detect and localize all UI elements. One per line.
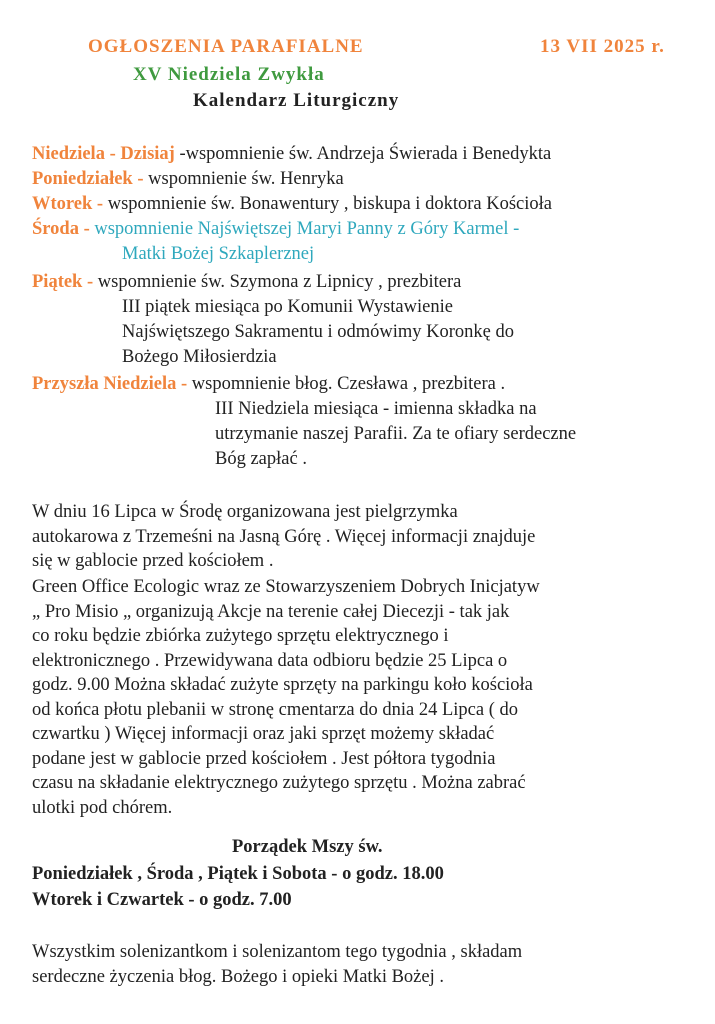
day-label: Poniedziałek -	[32, 169, 144, 189]
day-text-continued: Bożego Miłosierdzia	[122, 347, 277, 367]
date: 13 VII 2025 r.	[540, 36, 665, 57]
day-text-continued: utrzymanie naszej Parafii. Za te ofiary serdeczne	[215, 424, 577, 444]
day-label: Piątek -	[32, 272, 94, 292]
calendar-row-piatek	[32, 270, 461, 294]
pilgrimage-announcement	[32, 500, 692, 574]
text-line: W dniu 16 Lipca w Środę organizowana jest pielgrzymka	[32, 502, 458, 522]
mass-schedule-line: Poniedziałek , Środa , Piątek i Sobota - o godz. 18.00	[32, 864, 444, 884]
day-text-continued: III Niedziela miesiąca - imienna składka na	[215, 399, 537, 419]
day-text: wspomnienie św. Szymona z Lipnicy , prezbitera	[97, 272, 462, 292]
calendar-row-przyszla	[32, 372, 505, 396]
mass-schedule-title: Porządek Mszy św.	[232, 837, 383, 857]
day-text: wspomnienie św. Bonawentury , biskupa i doktora Kościoła	[107, 194, 552, 214]
ecologic-announcement	[32, 575, 692, 820]
wishes-paragraph	[32, 940, 692, 989]
day-text: wspomnienie błog. Czesława , prezbitera .	[191, 374, 506, 394]
mass-schedule-line: Wtorek i Czwartek - o godz. 7.00	[32, 890, 292, 910]
page-title: OGŁOSZENIA PARAFIALNE	[88, 36, 364, 57]
text-line: elektronicznego . Przewidywana data odbioru będzie 25 Lipca o	[32, 650, 508, 671]
day-text: -wspomnienie św. Andrzeja Świerada i Benedykta	[179, 144, 552, 164]
text-line: Wszystkim solenizantkom i solenizantom tego tygodnia , składam	[32, 942, 523, 962]
text-line: Green Office Ecologic wraz ze Stowarzyszeniem Dobrych Inicjatyw	[32, 577, 540, 597]
text-line: „ Pro Misio „ organizują Akcje na terenie całej Diecezji - tak jak	[32, 601, 510, 622]
text-line: ulotki pod chórem.	[32, 797, 173, 818]
text-line: autokarowa z Trzemeśni na Jasną Górę . Więcej informacji znajduje	[32, 526, 536, 547]
day-text-continued: Bóg zapłać .	[215, 449, 307, 469]
day-text: wspomnienie Najświętszej Maryi Panny z Góry Karmel -	[94, 219, 520, 239]
text-line: czasu na składanie elektrycznego zużytego sprzętu . Można zabrać	[32, 773, 526, 793]
calendar-row-sroda	[32, 217, 519, 241]
text-line: od końca płotu plebanii w stronę cmentarza do dnia 24 Lipca ( do	[32, 699, 518, 720]
calendar-row-wtorek	[32, 192, 552, 216]
text-line: serdeczne życzenia błog. Bożego i opieki Matki Bożej .	[32, 966, 444, 987]
day-label: Przyszła Niedziela -	[32, 374, 188, 394]
day-text-continued: Matki Bożej Szkaplerznej	[122, 244, 315, 264]
day-label: Środa -	[32, 219, 90, 239]
calendar-heading: Kalendarz Liturgiczny	[193, 90, 400, 111]
text-line: się w gablocie przed kościołem .	[32, 551, 274, 571]
day-label: Wtorek -	[32, 194, 104, 214]
text-line: co roku będzie zbiórka zużytego sprzętu elektrycznego i	[32, 626, 449, 646]
day-label: Niedziela - Dzisiaj	[32, 144, 175, 164]
text-line: godz. 9.00 Można składać zużyte sprzęty na parkingu koło kościoła	[32, 675, 533, 695]
sunday-name: XV Niedziela Zwykła	[133, 64, 325, 85]
calendar-row-poniedzialek	[32, 167, 344, 191]
day-text-continued: III piątek miesiąca po Komunii Wystawienie	[122, 297, 453, 317]
text-line: czwartku ) Więcej informacji oraz jaki sprzęt możemy składać	[32, 724, 495, 744]
day-text: wspomnienie św. Henryka	[148, 169, 344, 189]
text-line: podane jest w gablocie przed kościołem . Jest półtora tygodnia	[32, 748, 496, 769]
calendar-row-niedziela	[32, 142, 551, 166]
day-text-continued: Najświętszego Sakramentu i odmówimy Koronkę do	[122, 322, 515, 342]
